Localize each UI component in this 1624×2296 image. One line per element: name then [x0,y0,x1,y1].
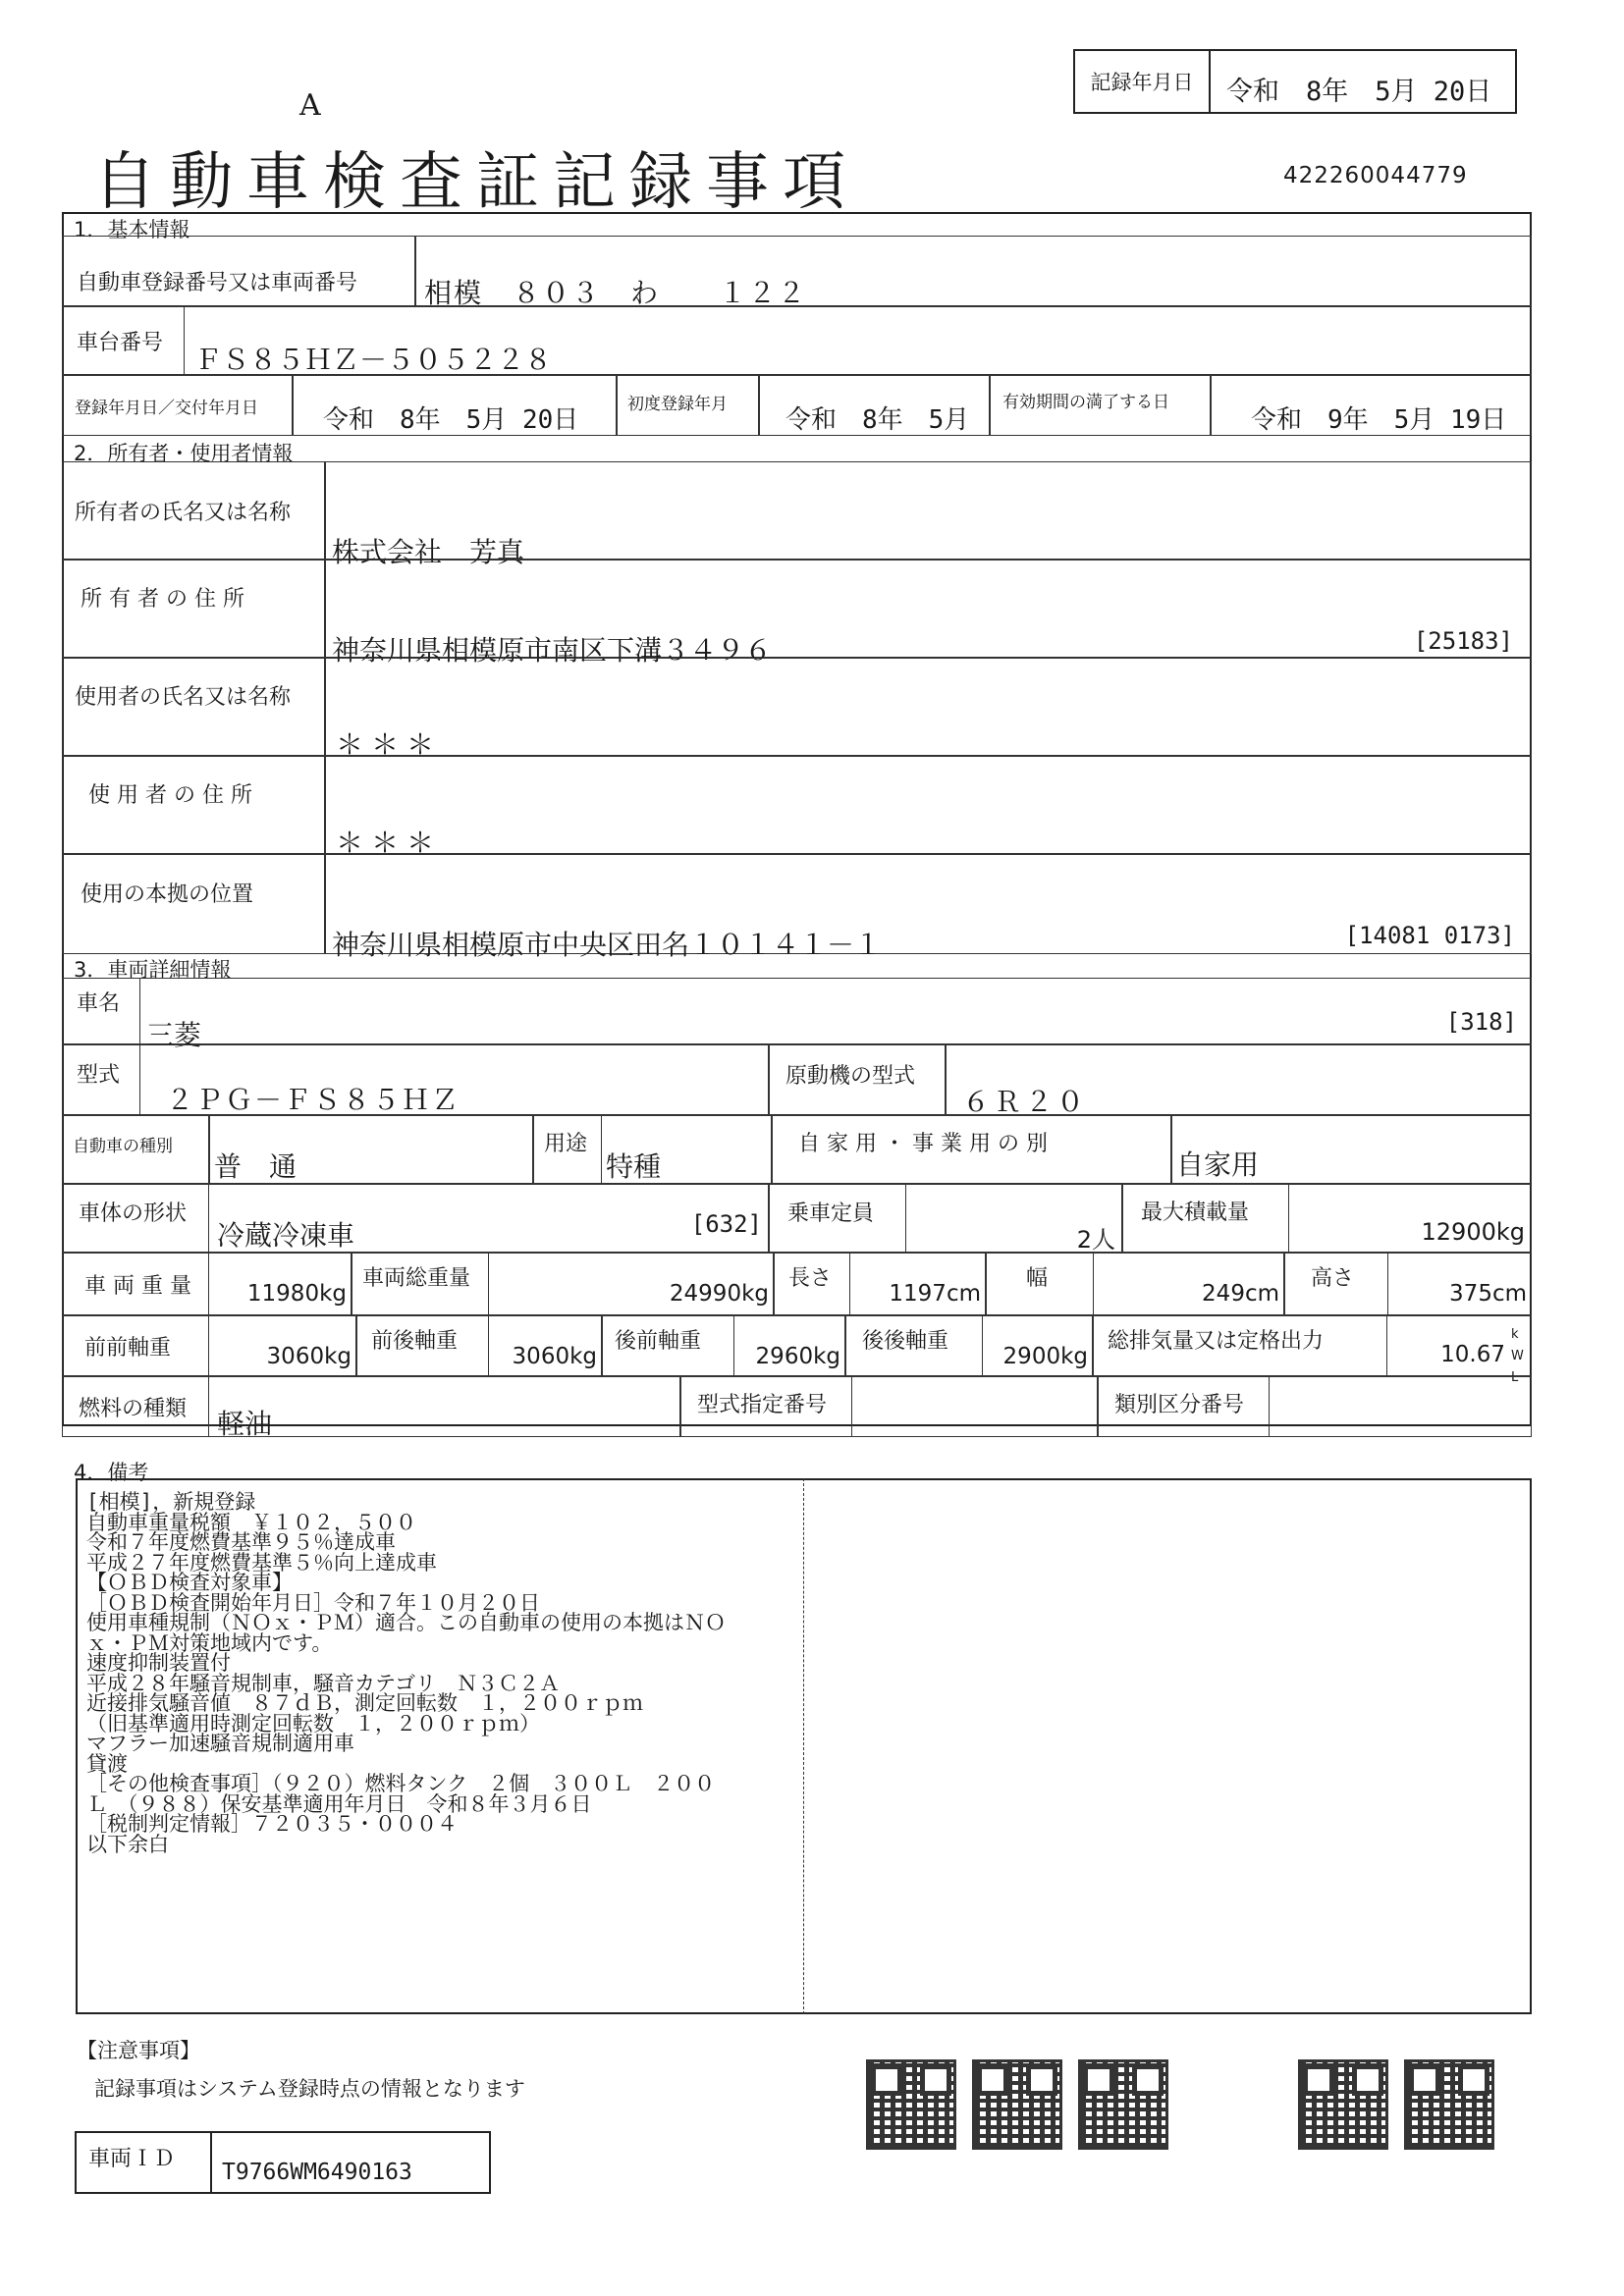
max-load-value: 12900kg [1421,1218,1525,1246]
designation-cell [852,1376,1098,1437]
chassis-cell [185,306,1532,375]
ff-axle-value: 3060kg [266,1344,352,1369]
height-cell [1388,1253,1532,1315]
first-reg-value: 令和 8年 5月 [785,405,970,435]
base-code: [14081 0173] [1344,922,1515,949]
model-value: ２ＰＧ－ＦＳ８５ＨＺ [166,1084,461,1116]
displacement-label: 総排気量又は定格出力 [1093,1315,1387,1376]
body-label: 車体の形状 [62,1184,209,1253]
width-value: 249cm [1202,1281,1279,1307]
displacement-unit: kW L [1511,1327,1524,1385]
body-cell [209,1184,769,1253]
record-date-box [1073,49,1517,114]
qr-code-icon [1298,2059,1388,2150]
owner-addr-cell [325,560,1532,667]
rr-axle-label: 後後軸重 [845,1315,983,1376]
qr-code-icon [1404,2059,1494,2150]
reg-no-label: 自動車登録番号又は車両番号 [62,236,415,306]
record-date-value: 令和 8年 5月 20日 [1226,76,1492,107]
chassis-label: 車台番号 [62,306,185,375]
expiry-value: 令和 9年 5月 19日 [1251,405,1507,435]
base-cell [325,854,1532,961]
name-label: 車名 [62,978,140,1044]
engine-label: 原動機の型式 [769,1044,946,1115]
reg-no-cell [415,236,1532,309]
fuel-value: 軽油 [217,1408,273,1440]
user-name-label: 使用者の氏名又は名称 [62,658,325,756]
fr-axle-label: 前後軸重 [356,1315,489,1376]
length-label: 長さ [774,1253,850,1315]
page-title: 自動車検査証記録事項 [93,146,859,219]
length-value: 1197cm [889,1281,981,1307]
qr-code-icon [866,2059,956,2150]
vehicle-id-label: 車両ＩＤ [75,2131,212,2194]
type-cell [209,1115,533,1184]
section-vehicle: 3．車両詳細情報 [74,958,232,982]
base-label: 使用の本拠の位置 [62,854,325,954]
rf-axle-value: 2960kg [755,1344,840,1369]
notice-text: 記録事項はシステム登録時点の情報となります [94,2077,525,2101]
gross-value: 24990kg [669,1281,769,1307]
user-addr-label: 使 用 者 の 住 所 [62,756,325,854]
reg-date-value: 令和 8年 5月 20日 [323,405,579,435]
ff-axle-label: 前前軸重 [62,1315,209,1376]
user-addr-value: ＊＊＊ [336,827,443,859]
fr-axle-value: 3060kg [512,1344,597,1369]
owner-name-value: 株式会社 芳真 [332,536,525,568]
gross-label: 車両総重量 [352,1253,489,1315]
use-label: 用途 [533,1115,602,1184]
max-load-label: 最大積載量 [1122,1184,1289,1253]
rr-axle-value: 2900kg [1002,1344,1088,1369]
gross-cell [489,1253,774,1315]
width-cell [1094,1253,1284,1315]
doc-mark: A [299,88,321,123]
record-date-label: 記録年月日 [1075,51,1211,112]
chassis-value: ＦＳ８５ＨＺ－５０５２２８ [194,344,553,376]
rf-axle-label: 後前軸重 [602,1315,734,1376]
private-cell [1171,1115,1532,1184]
type-label: 自動車の種別 [62,1115,209,1184]
first-reg-cell [759,375,990,436]
owner-addr-label: 所 有 者 の 住 所 [62,560,325,658]
section-remarks: 4．備考 [74,1461,149,1484]
notice-heading: 【注意事項】 [77,2039,200,2062]
displacement-value: 10.67 [1440,1342,1505,1367]
use-cell [602,1115,772,1184]
rr-axle-cell [983,1315,1093,1376]
reg-date-cell [293,375,617,436]
reg-date-label: 登録年月日／交付年月日 [62,375,293,436]
remarks-divider [803,1478,804,2014]
displacement-cell [1387,1315,1532,1385]
class-cell [1270,1376,1532,1437]
reg-no-value: 相模 ８０３ わ １２２ [424,277,808,309]
first-reg-label: 初度登録年月 [617,375,759,436]
model-label: 型式 [62,1044,140,1115]
fuel-cell [209,1376,680,1440]
capacity-cell [906,1184,1122,1253]
engine-cell [946,1044,1532,1118]
height-value: 375cm [1449,1281,1527,1307]
weight-value: 11980kg [246,1281,347,1307]
vehicle-id-value: T9766WM6490163 [222,2160,412,2185]
capacity-value: 2人 [1076,1226,1115,1254]
name-value: 三菱 [146,1019,202,1051]
capacity-label: 乗車定員 [769,1184,906,1253]
base-value: 神奈川県相模原市中央区田名１０１４１－１ [332,929,883,961]
max-load-cell [1289,1184,1532,1253]
user-name-cell [325,658,1532,761]
height-label: 高さ [1284,1253,1388,1315]
owner-addr-code: [25183] [1413,627,1513,655]
expiry-cell [1211,375,1532,436]
type-value: 普 通 [214,1150,298,1183]
rf-axle-cell [734,1315,845,1376]
section-owner: 2．所有者・使用者情報 [74,442,294,465]
owner-name-cell [325,461,1532,568]
weight-label: 車 両 重 量 [62,1253,209,1315]
class-label: 類別区分番号 [1098,1376,1270,1437]
expiry-label: 有効期間の満了する日 [990,375,1211,436]
qr-code-icon [1078,2059,1168,2150]
ff-axle-cell [209,1315,356,1376]
use-value: 特種 [606,1150,662,1183]
width-label: 幅 [986,1253,1094,1315]
owner-addr-value: 神奈川県相模原市南区下溝３４９６ [332,634,773,667]
name-cell [140,978,1532,1051]
weight-cell [209,1253,352,1315]
name-code: [318] [1445,1008,1517,1036]
fuel-label: 燃料の種類 [62,1376,209,1437]
fr-axle-cell [489,1315,602,1376]
user-name-value: ＊＊＊ [336,728,443,761]
private-label: 自 家 用 ・ 事 業 用 の 別 [772,1115,1171,1184]
model-cell [140,1044,769,1115]
user-addr-cell [325,756,1532,859]
qr-code-icon [972,2059,1062,2150]
document-number: 422260044779 [1283,163,1468,188]
length-cell [850,1253,986,1315]
owner-name-label: 所有者の氏名又は名称 [62,461,325,560]
private-value: 自家用 [1176,1148,1260,1181]
engine-value: ６Ｒ２０ [962,1086,1089,1118]
body-value: 冷蔵冷凍車 [217,1219,355,1252]
designation-label: 型式指定番号 [680,1376,852,1437]
body-code: [632] [690,1210,762,1238]
remarks-text: [相模]，新規登録 自動車重量税額 ￥１０２，５００ 令和７年度燃費基準９５％達成車 平成２７年度燃費基準５％向上達成車 【ＯＢＤ検査対象車】 ［ＯＢＤ検査開始年月日］令和７年１０月２０日 使用車種規制（ＮＯｘ・ＰＭ）適合。この自動車の使用の本拠はＮＯ ｘ・ＰＭ対策地域内です。 速度抑制装置付 平成２８年騒音規制車，騒音カテゴリ Ｎ３Ｃ２Ａ 近接排気騒音値 ８７ｄＢ，測定回転数 １，２００ｒｐｍ （旧基準適用時測定回転数 １，２００ｒｐｍ） マフラー加速騒音規制適用車 貸渡 ［その他検査事項］（９２０）燃料タンク ２個 ３００Ｌ ２００ Ｌ （９８８）保安基準適用年月日 令和８年３月６日 ［税制判定情報］７２０３５・０００４ 以下余白 [86,1490,726,1856]
section-basic: 1．基本情報 [74,218,190,241]
